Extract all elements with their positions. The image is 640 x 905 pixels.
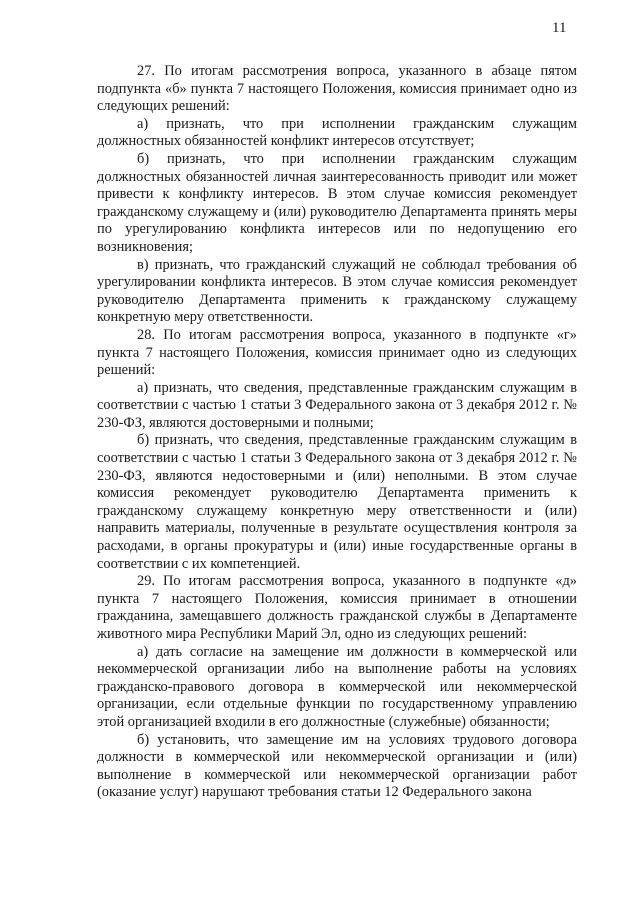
paragraph-28: 28. По итогам рассмотрения вопроса, указанного в подпункте «г» пункта 7 настоящего Положения, комиссия принимает одно из следующих решений: — [97, 326, 577, 379]
paragraph-27-a: а) признать, что при исполнении гражданским служащим должностных обязанностей конфликт интересов отсутствует; — [97, 115, 577, 150]
paragraph-27-b: б) признать, что при исполнении гражданским служащим должностных обязанностей личная заинтересованность приводит или может привести к конфликту интересов. В этом случае комиссия рекомендует гражданскому служащему и (или) руководителю Департамента принять меры по урегулированию конфликта интересов или по недопущению его возникновения; — [97, 150, 577, 255]
paragraph-29: 29. По итогам рассмотрения вопроса, указанного в подпункте «д» пункта 7 настоящего Положения, комиссия принимает в отношении гражданина, замещавшего должность гражданской службы в Департаменте животного мира Республики Марий Эл, одно из следующих решений: — [97, 573, 577, 642]
paragraph-28-b: б) признать, что сведения, представленные гражданским служащим в соответствии с частью 1 статьи 3 Федерального закона от 3 декабря 2012 г. № 230-ФЗ, являются недостоверными и (или) неполными. В этом случае комиссия рекомендует руководителю Департамента применить к гражданскому служащему конкретную меру ответственности и (или) направить материалы, полученные в результате осуществления контроля за расходами, в органы прокуратуры и (или) иные государственные органы в соответствии с их компетенцией. — [97, 432, 577, 572]
paragraph-28-a: а) признать, что сведения, представленные гражданским служащим в соответствии с частью 1 статьи 3 Федерального закона от 3 декабря 2012 г. № 230-ФЗ, являются достоверными и полными; — [97, 379, 577, 431]
paragraph-27: 27. По итогам рассмотрения вопроса, указанного в абзаце пятом подпункта «б» пункта 7 настоящего Положения, комиссия принимает одно из следующих решений: — [97, 63, 577, 115]
paragraph-27-v: в) признать, что гражданский служащий не соблюдал требования об урегулировании конфликта интересов. В этом случае комиссия рекомендует руководителю Департамента применить к гражданскому служащему конкретную меру ответственности. — [97, 256, 577, 326]
document-body — [97, 63, 577, 802]
paragraph-29-a: а) дать согласие на замещение им должности в коммерческой или некоммерческой организации либо на выполнение работы на условиях гражданско-правового договора в коммерческой или некоммерческой организации, если отдельные функции по государственному управлению этой организацией входили в его должностные (служебные) обязанности; — [97, 643, 577, 730]
paragraph-29-b: б) установить, что замещение им на условиях трудового договора должности в коммерческой или некоммерческой организации и (или) выполнение в коммерческой или некоммерческой организации работ (оказание услуг) нарушают требования статьи 12 Федерального закона — [97, 731, 577, 801]
page-number: 11 — [552, 20, 567, 36]
